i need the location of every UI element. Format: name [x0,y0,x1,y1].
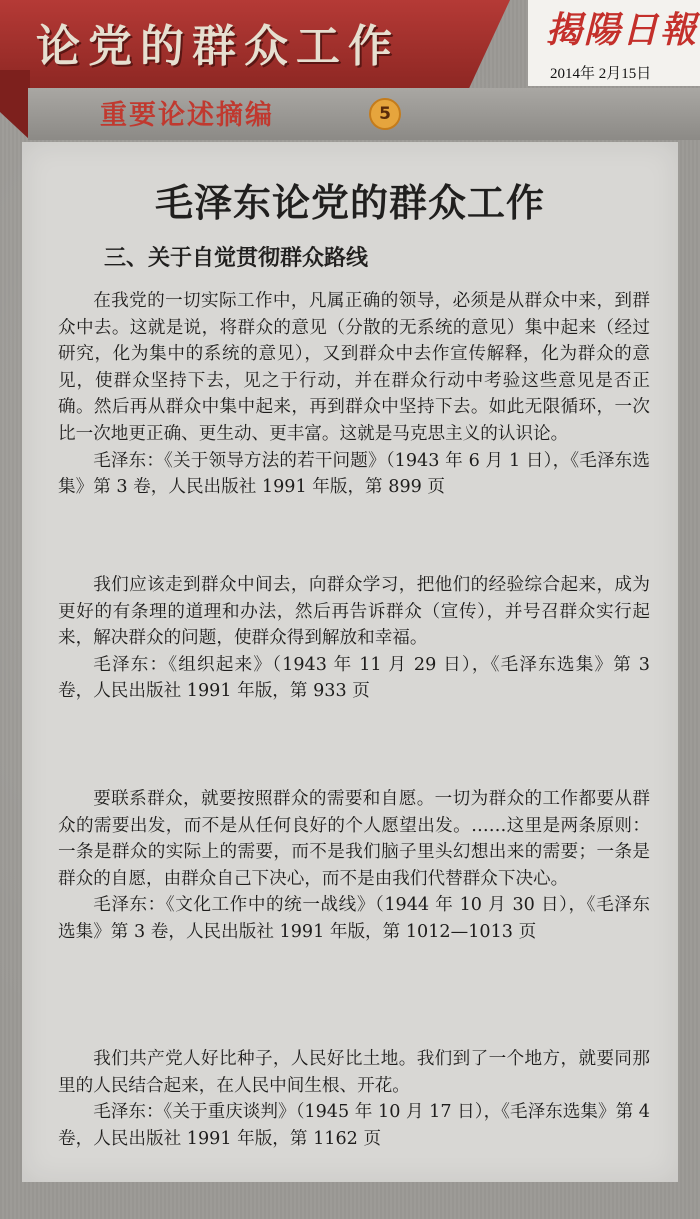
excerpt-source: 毛泽东：《文化工作中的统一战线》（1944 年 10 月 30 日），《毛泽东选集》第 3 卷，人民出版社 1991 年版，第 1012—1013 页 [58,895,650,942]
article-title: 毛泽东论党的群众工作 [154,181,545,225]
excerpt-text: 要联系群众，就要按照群众的需要和自愿。一切为群众的工作都要从群众的需要出发，而不是从任何良好的个人愿望出发。……这里是两条原则：一条是群众的实际上的需要，而不是我们脑子里头幻想出来的需要；一条是群众的自愿，由群众自己下决心，而不是由我们代替群众下决心。 [58,789,650,889]
series-subtitle: 重要论述摘编 [100,100,274,131]
issue-number-badge: 5 [369,98,401,130]
excerpt-source: 毛泽东：《关于领导方法的若干问题》（1943 年 6 月 1 日），《毛泽东选集》第 3 卷，人民出版社 1991 年版，第 899 页 [58,450,650,498]
excerpt-3 [58,786,650,946]
excerpt-text: 我们共产党人好比种子，人民好比土地。我们到了一个地方，就要同那里的人民结合起来，在人民中间生根、开花。 [58,1049,650,1096]
newspaper-logo: 揭陽日報 [546,9,699,51]
excerpt-4 [58,1046,650,1152]
section-heading: 三、关于自觉贯彻群众路线 [104,246,369,271]
excerpt-source: 毛泽东：《关于重庆谈判》（1945 年 10 月 17 日），《毛泽东选集》第 4 卷，人民出版社 1991 年版，第 1162 页 [58,1102,650,1149]
excerpt-source: 毛泽东：《组织起来》（1943 年 11 月 29 日），《毛泽东选集》第 3 卷，人民出版社 1991 年版，第 933 页 [58,654,650,702]
publication-date: 2014年 2月15日 [550,66,652,82]
excerpt-text: 在我党的一切实际工作中，凡属正确的领导，必须是从群众中来，到群众中去。这就是说，将群众的意见（分散的无系统的意见）集中起来（经过研究，化为集中的系统的意见），又到群众中去作宣传解释，化为群众的意见，使群众坚持下去，见之于行动，并在群众行动中考验这些意见是否正确。然后再从群众中集中起来，再到群众中坚持下去。如此无限循环，一次比一次地更正确、更生动、更丰富。这就是马克思主义的认识论。 [58,291,650,444]
excerpt-2 [58,572,650,705]
banner-title: 论党的群众工作 [36,21,400,72]
excerpt-text: 我们应该走到群众中间去，向群众学习，把他们的经验综合起来，成为更好的有条理的道理和办法，然后再告诉群众（宣传），并号召群众实行起来，解决群众的问题，使群众得到解放和幸福。 [58,575,650,649]
excerpt-1 [58,288,650,501]
